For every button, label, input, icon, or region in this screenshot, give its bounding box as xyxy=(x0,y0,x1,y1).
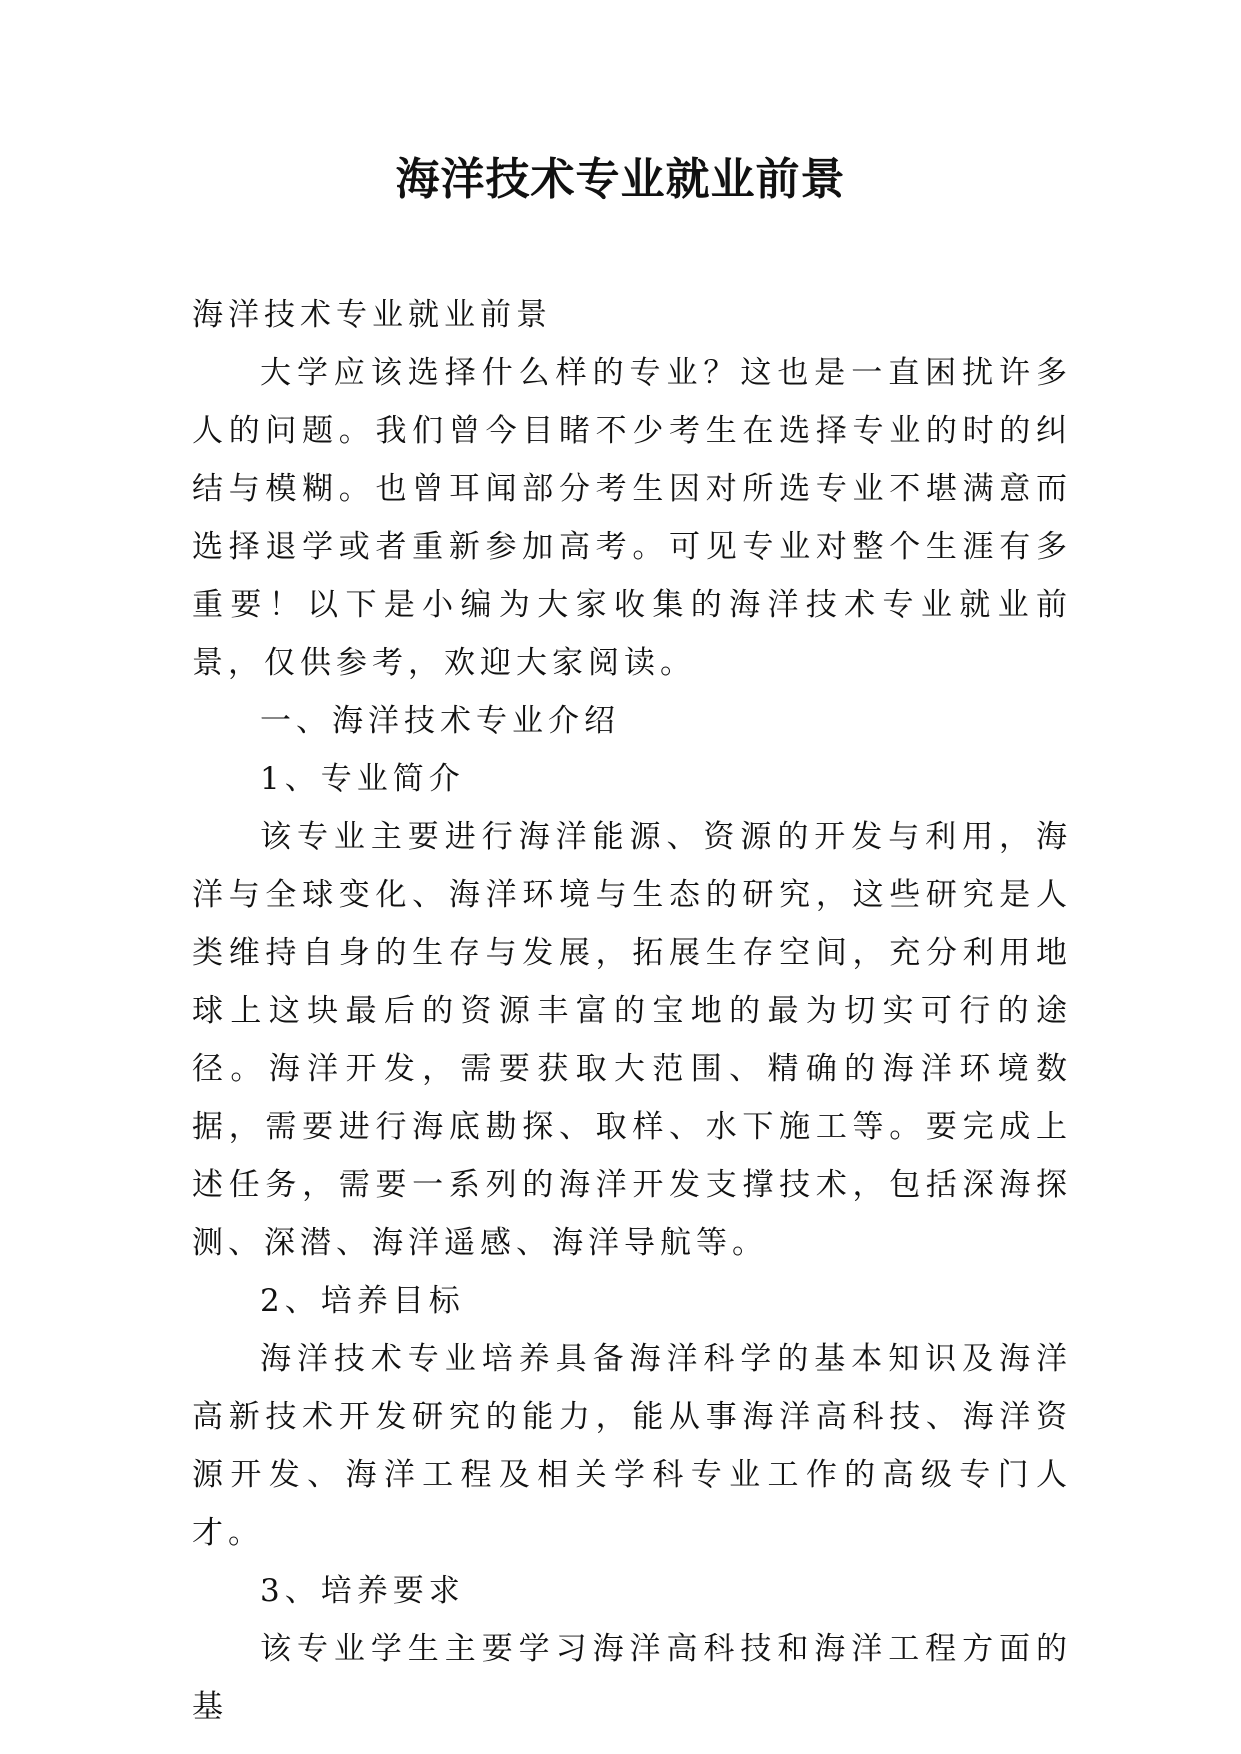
intro-paragraph: 大学应该选择什么样的专业？这也是一直困扰许多人的问题。我们曾今目睹不少考生在选择专业的时的纠结与模糊。也曾耳闻部分考生因对所选专业不堪满意而选择退学或者重新参加高考。可见专业对整个生涯有多重要！以下是小编为大家收集的海洋技术专业就业前景，仅供参考，欢迎大家阅读。 xyxy=(192,355,1072,681)
document-body xyxy=(192,286,1072,1736)
overview-paragraph: 该专业主要进行海洋能源、资源的开发与利用，海洋与全球变化、海洋环境与生态的研究，这些研究是人类维持自身的生存与发展，拓展生存空间，充分利用地球上这块最后的资源丰富的宝地的最为切实可行的途径。海洋开发，需要获取大范围、精确的海洋环境数据，需要进行海底勘探、取样、水下施工等。要完成上述任务，需要一系列的海洋开发支撑技术，包括深海探测、深潜、海洋遥感、海洋导航等。 xyxy=(192,819,1072,1261)
document-title: 海洋技术专业就业前景 xyxy=(395,154,846,205)
subsection-heading-training-requirements: 3、培养要求 xyxy=(260,1573,465,1609)
training-requirements-paragraph: 该专业学生主要学习海洋高科技和海洋工程方面的基 xyxy=(192,1631,1072,1725)
training-goal-paragraph: 海洋技术专业培养具备海洋科学的基本知识及海洋高新技术开发研究的能力，能从事海洋高科技、海洋资源开发、海洋工程及相关学科专业工作的高级专门人才。 xyxy=(192,1341,1072,1551)
section-heading-introduction: 一、海洋技术专业介绍 xyxy=(260,703,620,739)
subtitle-line: 海洋技术专业就业前景 xyxy=(192,297,552,333)
subsection-heading-overview: 1、专业简介 xyxy=(260,761,465,797)
subsection-heading-training-goal: 2、培养目标 xyxy=(260,1283,465,1319)
